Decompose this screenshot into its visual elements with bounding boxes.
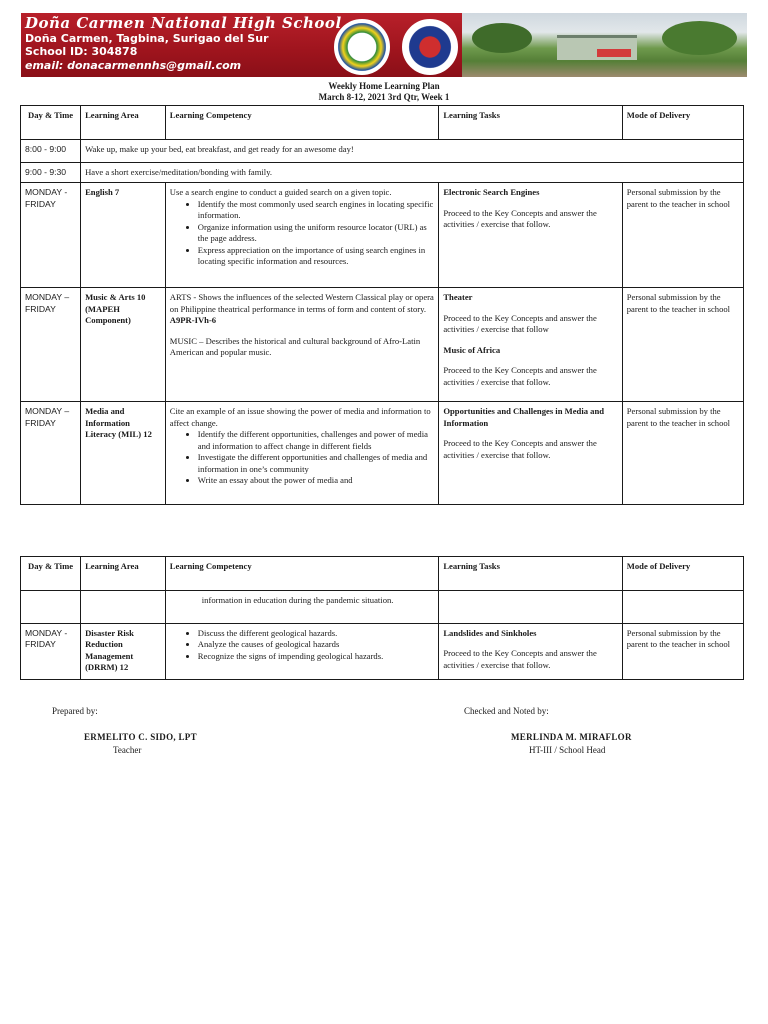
checked-by-role: HT-III / School Head	[529, 745, 606, 755]
tree-shape	[472, 23, 532, 53]
plan-subtitle: March 8-12, 2021 3rd Qtr, Week 1	[318, 92, 450, 102]
table-row-english	[21, 183, 744, 288]
routine-activity: Have a short exercise/meditation/bonding with family.	[81, 163, 744, 183]
competency-arts	[170, 292, 435, 326]
checked-by-name: MERLINDA M. MIRAFLOR	[511, 732, 632, 742]
header-day: Day & Time	[21, 557, 81, 591]
competency-intro: Cite an example of an issue showing the power of media and information to affect change.	[169, 406, 431, 428]
list-item: • Organize information using the uniform resource locator (URL) as the page address.	[198, 222, 435, 245]
day-cell: MONDAY - FRIDAY	[21, 183, 81, 288]
competency-cell	[165, 183, 439, 288]
arts-code: A9PR-IVh-6	[169, 315, 217, 326]
task-text: Proceed to the Key Concepts and answer the activities / exercise that follow.	[443, 438, 597, 460]
task-text: Proceed to the Key Concepts and answer the activities / exercise that follow.	[443, 207, 597, 230]
mode-cell: Personal submission by the parent to the teacher in school	[622, 288, 743, 402]
header-area: Learning Area	[81, 557, 166, 591]
plan-title: Weekly Home Learning Plan	[328, 81, 440, 91]
table-row-continuation	[21, 591, 744, 624]
tasks-cell	[439, 624, 622, 680]
day-cell: MONDAY – FRIDAY	[21, 288, 81, 402]
task-text: Proceed to the Key Concepts and answer the activities / exercise that follow.	[443, 648, 597, 670]
tree-shape	[662, 21, 737, 55]
learning-area-cell: Music & Arts 10 (MAPEH Component)	[81, 288, 166, 402]
competency-list	[170, 628, 435, 662]
routine-row	[21, 163, 744, 183]
learning-area-cell: English 7	[81, 183, 166, 288]
day-cell: MONDAY - FRIDAY	[21, 624, 81, 680]
competency-cell	[165, 288, 439, 402]
learning-plan-table-continued	[20, 556, 744, 680]
table-row-drrm	[21, 624, 744, 680]
school-id: School ID: 304878	[25, 45, 138, 58]
school-seal-icon	[334, 19, 390, 75]
banner-header	[21, 13, 462, 77]
gate-sign-shape	[597, 49, 631, 57]
mode-cell: Personal submission by the parent to the teacher in school	[622, 624, 743, 680]
school-email: email: donacarmennhs@gmail.com	[25, 59, 242, 72]
list-item: • Analyze the causes of geological hazards	[198, 639, 435, 650]
routine-activity: Wake up, make up your bed, eat breakfast, and get ready for an awesome day!	[81, 140, 744, 163]
list-item: • Discuss the different geological hazards.	[198, 628, 435, 639]
competency-cell	[165, 624, 439, 680]
learning-area-cell: Disaster Risk Reduction Management (DRRM) 12	[81, 624, 166, 680]
tasks-cell	[439, 288, 622, 402]
prepared-by-role: Teacher	[113, 745, 142, 755]
routine-time: 8:00 - 9:00	[21, 140, 81, 163]
header-competency: Learning Competency	[165, 106, 439, 140]
tasks-cell	[439, 591, 622, 624]
header-mode: Mode of Delivery	[622, 557, 743, 591]
learning-area-cell: Media and Information Literacy (MIL) 12	[81, 402, 166, 505]
task-title: Electronic Search Engines	[443, 187, 540, 198]
list-item: • Identify the most commonly used search engines in locating specific information.	[198, 199, 435, 222]
competency-list	[170, 429, 435, 486]
competency-list	[170, 199, 435, 268]
table-header-row	[21, 106, 744, 140]
routine-row	[21, 140, 744, 163]
task-title: Opportunities and Challenges in Media and Information	[443, 406, 605, 428]
table-header-row	[21, 557, 744, 591]
header-mode: Mode of Delivery	[622, 106, 743, 140]
table-row-mil	[21, 402, 744, 505]
list-item: • Recognize the signs of impending geological hazards.	[198, 651, 435, 662]
header-tasks: Learning Tasks	[439, 106, 622, 140]
header-tasks: Learning Tasks	[439, 557, 622, 591]
list-item: • Identify the different opportunities, challenges and power of media and information to affect change in different fields	[198, 429, 435, 452]
school-name: Doña Carmen National High School	[25, 14, 342, 32]
table-row-mapeh	[21, 288, 744, 402]
learning-plan-table	[20, 105, 744, 505]
list-item: • Investigate the different opportunities and challenges of media and information in one’s community	[198, 452, 435, 475]
mode-cell	[622, 591, 743, 624]
header-day: Day & Time	[21, 106, 81, 140]
task-text: Proceed to the Key Concepts and answer the activities / exercise that follow	[443, 312, 597, 335]
competency-music: MUSIC – Describes the historical and cultural background of Afro-Latin American and popular music.	[169, 335, 421, 358]
header-area: Learning Area	[81, 106, 166, 140]
mode-cell: Personal submission by the parent to the teacher in school	[622, 183, 743, 288]
arts-text: ARTS - Shows the influences of the selected Western Classical play or opera on Philippine theatrical performance in terms of form and content of story.	[169, 292, 434, 314]
prepared-by-name: ERMELITO C. SIDO, LPT	[84, 732, 197, 742]
list-item: • Express appreciation on the importance of using search engines in locating specific information and resources.	[198, 245, 435, 268]
task-title: Music of Africa	[443, 344, 501, 355]
task-title: Theater	[443, 292, 473, 303]
header-competency: Learning Competency	[165, 557, 439, 591]
list-item: • Write an essay about the power of media and	[198, 475, 435, 486]
day-cell: MONDAY – FRIDAY	[21, 402, 81, 505]
checked-by-label: Checked and Noted by:	[464, 706, 549, 716]
mode-cell: Personal submission by the parent to the teacher in school	[622, 402, 743, 505]
tasks-cell	[439, 183, 622, 288]
competency-continuation: information in education during the pandemic situation.	[165, 591, 439, 624]
task-title: Landslides and Sinkholes	[443, 628, 537, 638]
tasks-cell	[439, 402, 622, 505]
school-banner	[21, 13, 747, 77]
learning-area-cell	[81, 591, 166, 624]
prepared-by-label: Prepared by:	[52, 706, 98, 716]
school-address: Doña Carmen, Tagbina, Surigao del Sur	[25, 32, 269, 45]
competency-cell	[165, 402, 439, 505]
school-photo	[462, 13, 747, 77]
deped-seal-icon	[402, 19, 458, 75]
routine-time: 9:00 - 9:30	[21, 163, 81, 183]
task-text: Proceed to the Key Concepts and answer the activities / exercise that follow.	[443, 365, 597, 387]
competency-intro: Use a search engine to conduct a guided search on a given topic.	[169, 187, 392, 198]
day-cell	[21, 591, 81, 624]
